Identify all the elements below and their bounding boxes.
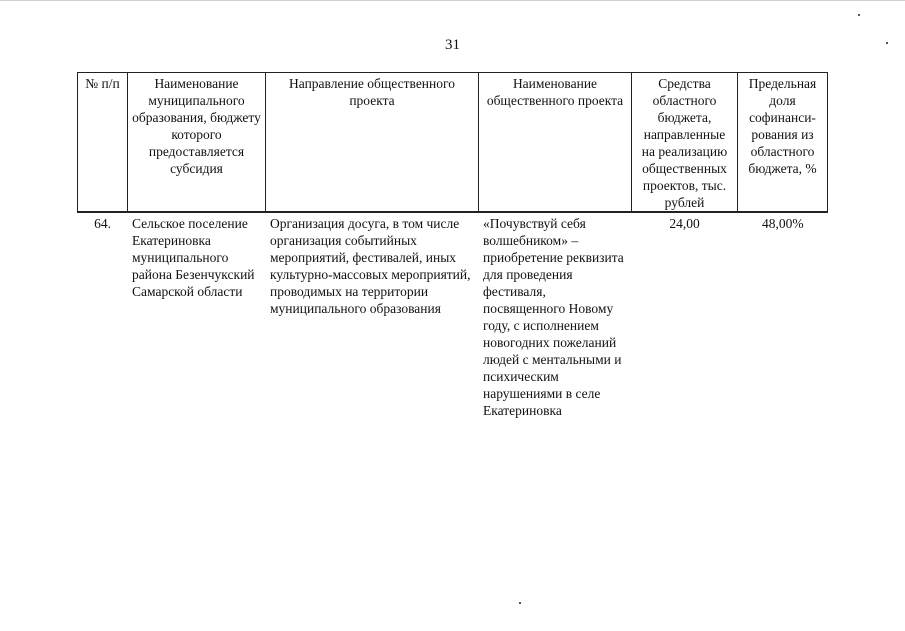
- header-direction: Направление общественного проекта: [266, 73, 479, 213]
- row-municipality: Сельское поселение Екатериновка муниципального района Безенчукский Самарской области: [132, 216, 255, 299]
- header-project: Наименование общественного проекта: [479, 73, 632, 213]
- table-header-row: [78, 73, 828, 213]
- scan-edge-line: [0, 0, 905, 1]
- header-funds: Средства областного бюджета, направленные на реализацию общественных проектов, тыс. рублей: [632, 73, 738, 213]
- subsidy-table: [77, 72, 828, 419]
- row-project: «Почувствуй себя волшебником» – приобретение реквизита для проведения фестиваля, посвященного Новому году, с исполнением новогодних пожеланий людей с ментальными и психическим нарушениями в селе Екатериновка: [483, 216, 624, 418]
- scan-speck: [858, 14, 860, 16]
- header-share: Предельная доля софинанси-рования из областного бюджета, %: [738, 73, 828, 213]
- row-funds: 24,00: [669, 216, 700, 231]
- scan-speck: [519, 602, 521, 604]
- header-municipality: Наименование муниципального образования, бюджету которого предоставляется субсидия: [128, 73, 266, 213]
- table-row: [78, 212, 828, 419]
- page-number: 31: [445, 37, 460, 53]
- row-number: 64.: [94, 216, 111, 231]
- row-direction: Организация досуга, в том числе организация событийных мероприятий, фестивалей, иных культурно-массовых мероприятий, проводимых на территории муниципального образования: [270, 216, 471, 316]
- header-number: № п/п: [78, 73, 128, 213]
- row-share: 48,00%: [761, 216, 804, 231]
